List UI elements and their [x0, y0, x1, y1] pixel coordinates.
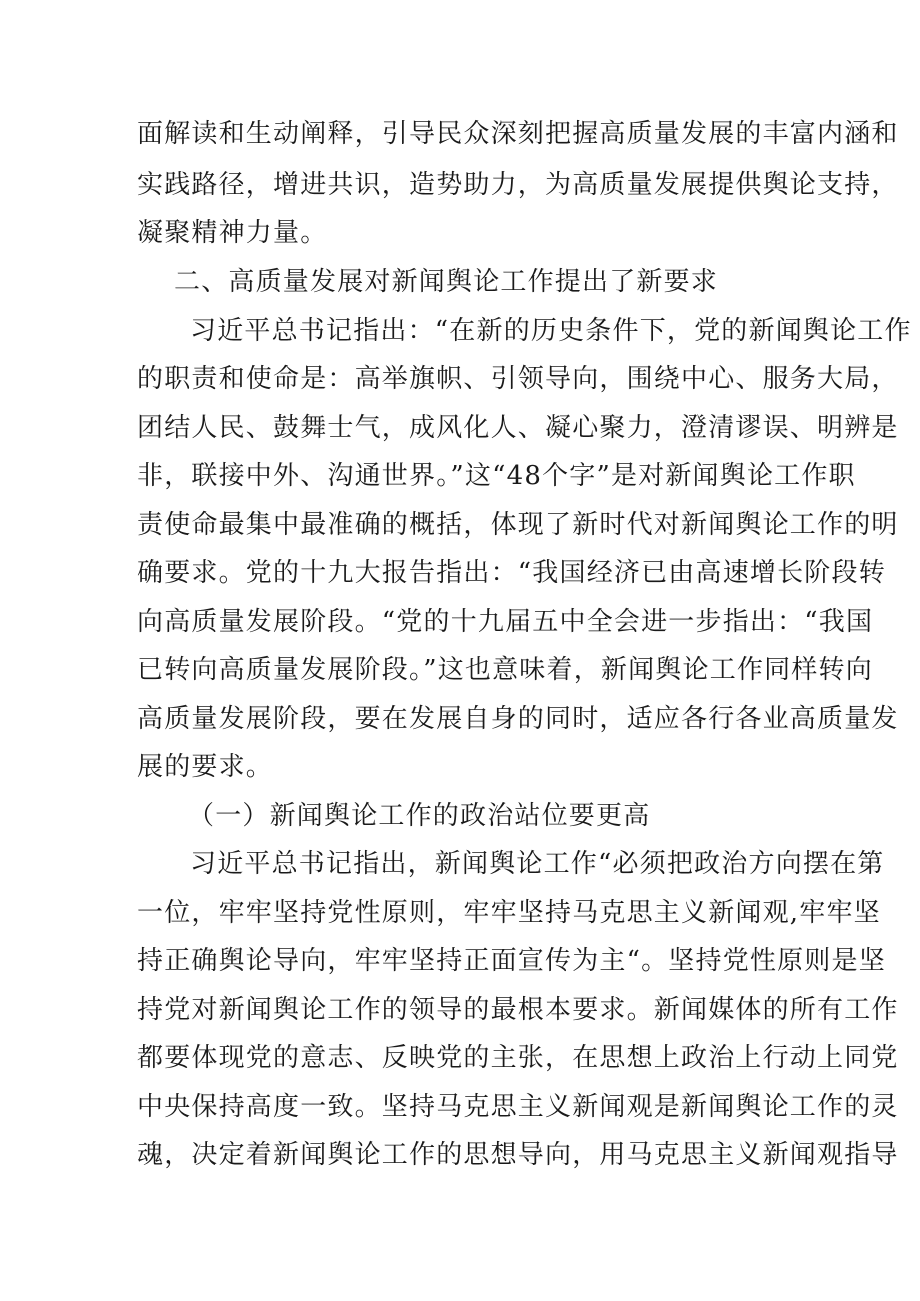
paragraph-line: 中央保持高度一致。坚持马克思主义新闻观是新闻舆论工作的灵 [137, 1092, 899, 1122]
paragraph-line: 持党对新闻舆论工作的领导的最根本要求。新闻媒体的所有工作 [137, 995, 899, 1025]
paragraph-line: 习近平总书记指出，新闻舆论工作“必须把政治方向摆在第 [190, 849, 885, 879]
paragraph-line: 都要体现党的意志、反映党的主张，在思想上政治上行动上同党 [137, 1043, 899, 1073]
paragraph-line: 已转向高质量发展阶段。”这也意味着，新闻舆论工作同样转向 [137, 655, 873, 685]
section-heading: 二、高质量发展对新闻舆论工作提出了新要求 [174, 267, 719, 297]
subsection-heading: （一）新闻舆论工作的政治站位要更高 [188, 801, 651, 831]
paragraph-line: 持正确舆论导向，牢牢坚持正面宣传为主“。坚持党性原则是坚 [137, 946, 886, 976]
paragraph-line: 团结人民、鼓舞士气，成风化人、凝心聚力，澄清谬误、明辨是 [137, 413, 899, 443]
paragraph-line: 面解读和生动阐释，引导民众深刻把握高质量发展的丰富内涵和 [137, 119, 899, 149]
paragraph-line: 凝聚精神力量。 [137, 218, 328, 248]
paragraph-line: 高质量发展阶段，要在发展自身的同时，适应各行各业高质量发 [137, 704, 899, 734]
paragraph-line: 非，联接中外、沟通世界。”这“48个字”是对新闻舆论工作职 [137, 461, 856, 491]
paragraph-line: 习近平总书记指出：“在新的历史条件下，党的新闻舆论工作 [190, 316, 912, 346]
paragraph-line: 展的要求。 [137, 752, 274, 782]
paragraph-line: 实践路径，增进共识，造势助力，为高质量发展提供舆论支持， [137, 170, 899, 200]
paragraph-line: 责使命最集中最准确的概括，体现了新时代对新闻舆论工作的明 [137, 510, 899, 540]
paragraph-line: 向高质量发展阶段。“党的十九届五中全会进一步指出：“我国 [137, 607, 874, 637]
paragraph-line: 魂，决定着新闻舆论工作的思想导向，用马克思主义新闻观指导 [137, 1140, 899, 1170]
paragraph-line: 一位，牢牢坚持党性原则，牢牢坚持马克思主义新闻观,牢牢坚 [137, 898, 881, 928]
paragraph-line: 确要求。党的十九大报告指出：“我国经济已由高速增长阶段转 [137, 558, 886, 588]
paragraph-line: 的职责和使命是：高举旗帜、引领导向，围绕中心、服务大局， [137, 364, 899, 394]
